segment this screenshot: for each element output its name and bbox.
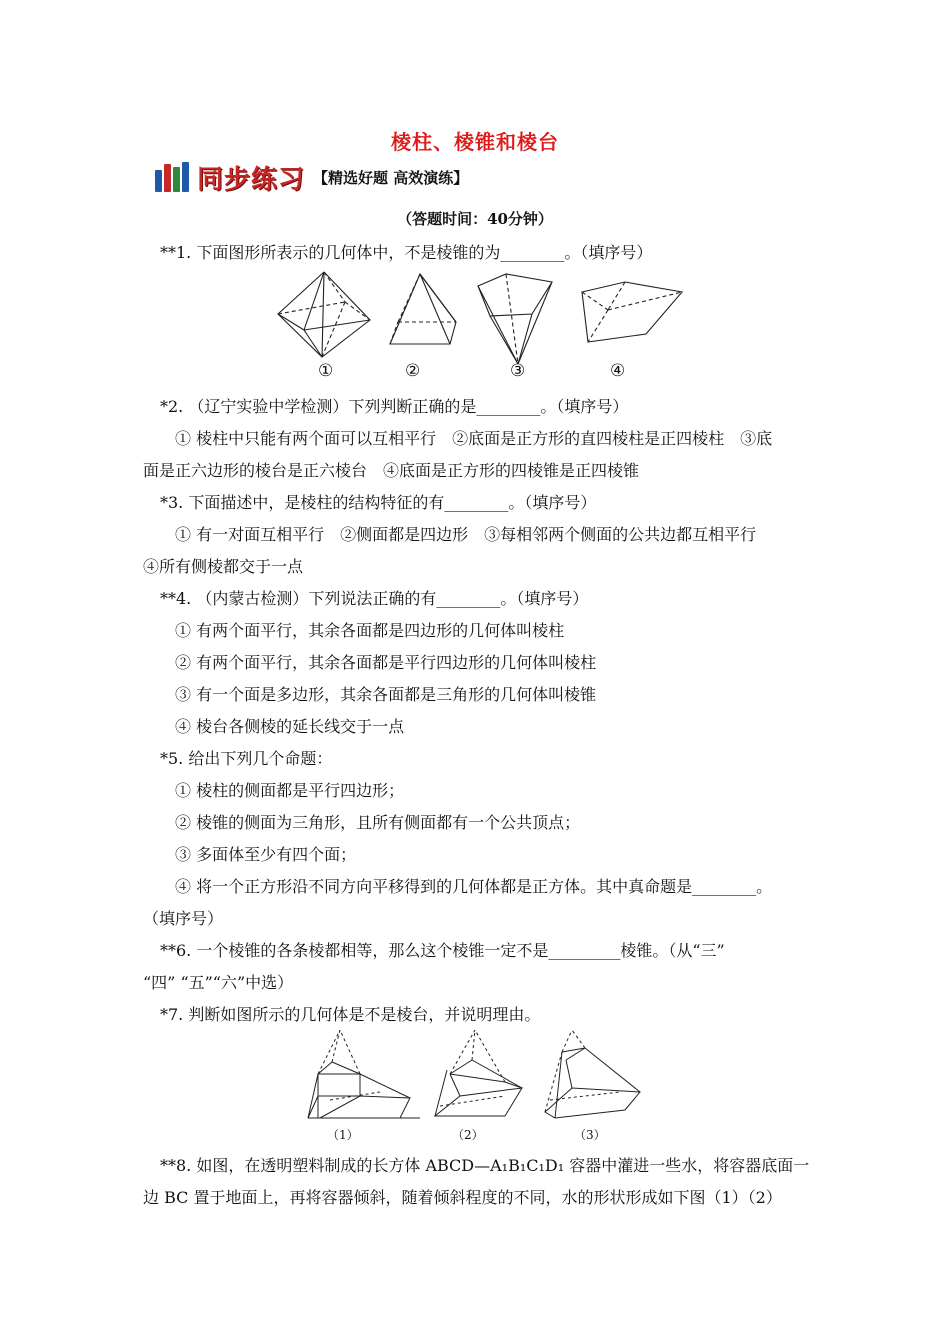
question-3: *3. 下面描述中，是棱柱的结构特征的有________。（填序号） (160, 493, 597, 512)
banner-title: 同步练习 (197, 164, 306, 195)
question-4-option-1: ① 有两个面平行，其余各面都是四边形的几何体叫棱柱 (175, 621, 565, 640)
frustums-diagram (300, 1030, 660, 1125)
question-4-option-2: ② 有两个面平行，其余各面都是平行四边形的几何体叫棱柱 (175, 653, 597, 672)
books-icon (155, 162, 191, 192)
figure-label-3: ③ (510, 361, 526, 381)
question-1: **1. 下面图形所表示的几何体中，不是棱锥的为________。（填序号） (160, 243, 653, 262)
figure-label-1: ① (318, 361, 334, 381)
question-4-option-4: ④ 棱台各侧棱的延长线交于一点 (175, 717, 405, 736)
question-5-option-4: ④ 将一个正方形沿不同方向平移得到的几何体都是正方体。其中真命题是________。 (175, 877, 773, 896)
question-5-option-2: ② 棱锥的侧面为三角形，且所有侧面都有一个公共顶点； (175, 813, 581, 832)
question-7: *7. 判断如图所示的几何体是不是棱台，并说明理由。 (160, 1005, 541, 1024)
question-2-options-a: ① 棱柱中只能有两个面可以互相平行 ②底面是正方形的直四棱柱是正四棱柱 ③底 (175, 429, 773, 448)
figure-caption-3: （3） (574, 1128, 606, 1142)
question-5-option-1: ① 棱柱的侧面都是平行四边形； (175, 781, 405, 800)
figure-caption-2: （2） (452, 1128, 484, 1142)
question-6: **6. 一个棱锥的各条棱都相等，那么这个棱锥一定不是_________棱锥。（从“三” (160, 941, 725, 960)
question-8: **8. 如图，在透明塑料制成的长方体 ABCD—A₁B₁C₁D₁ 容器中灌进一些水，将容器底面一 (160, 1156, 810, 1175)
question-4: **4. （内蒙古检测）下列说法正确的有________。（填序号） (160, 589, 589, 608)
question-5: *5. 给出下列几个命题： (160, 749, 333, 768)
question-8-continued: 边 BC 置于地面上，再将容器倾斜，随着倾斜程度的不同，水的形状形成如下图（1）（2） (143, 1188, 782, 1207)
section-banner (155, 160, 468, 194)
banner-subtitle: 【精选好题 高效演练】 (313, 168, 469, 187)
question-6-choices: “四” “五”“六”中选） (143, 973, 294, 992)
figure-label-2: ② (405, 361, 421, 381)
question-2-options-b: 面是正六边形的棱台是正六棱台 ④底面是正方形的四棱锥是正四棱锥 (143, 461, 640, 480)
question-2: *2. （辽宁实验中学检测）下列判断正确的是________。（填序号） (160, 397, 629, 416)
question-5-fill-note: （填序号） (143, 909, 224, 928)
question-3-options-a: ① 有一对面互相平行 ②侧面都是四边形 ③每相邻两个侧面的公共边都互相平行 (175, 525, 757, 544)
answer-time-note: （答题时间：40分钟） (397, 210, 553, 228)
question-7-figure (300, 1030, 660, 1125)
figure-label-4: ④ (610, 361, 626, 381)
question-5-option-3: ③ 多面体至少有四个面； (175, 845, 357, 864)
question-4-option-3: ③ 有一个面是多边形，其余各面都是三角形的几何体叫棱锥 (175, 685, 597, 704)
figure-caption-1: （1） (327, 1128, 359, 1142)
page-title: 棱柱、棱锥和棱台 (391, 130, 559, 154)
question-3-options-b: ④所有侧棱都交于一点 (143, 557, 304, 576)
